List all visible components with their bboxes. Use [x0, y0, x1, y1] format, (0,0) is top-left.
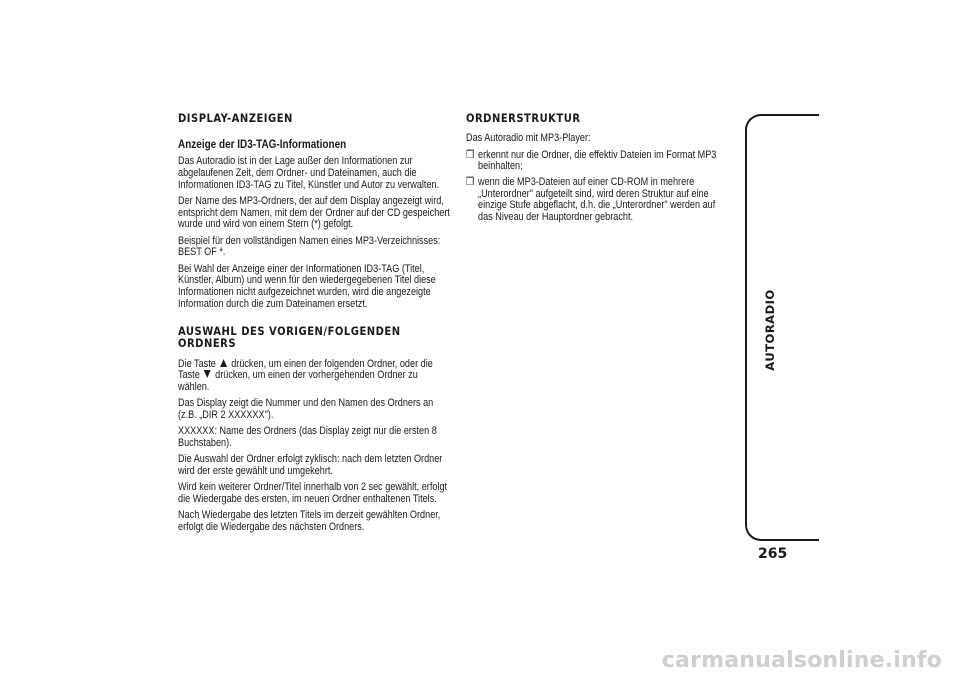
side-tab-frame — [745, 114, 819, 541]
list-item-text: erkennt nur die Ordner, die effektiv Dateien im Format MP3 beinhalten; — [478, 148, 717, 173]
paragraph: XXXXXX: Name des Ordners (das Display zeigt nur die ersten 8 Buchstaben). — [178, 425, 437, 449]
page-number: 265 — [758, 546, 788, 562]
watermark: carmanualsonline.info — [661, 648, 942, 673]
arrow-down-icon — [204, 370, 211, 378]
paragraph-intro: Das Autoradio mit MP3-Player: — [466, 132, 591, 145]
arrow-up-icon — [220, 359, 227, 367]
subheading-id3-tag: Anzeige der ID3-TAG-Informationen — [178, 138, 347, 152]
paragraph: Bei Wahl der Anzeige einer der Informationen ID3-TAG (Titel, Künstler, Album) und wenn für den wiedergegebenen Titel diese Informationen nicht aufgezeichnet wurden, wird die angezeigte Information durch die zum Dateinamen ersetzt. — [178, 262, 436, 310]
checkbox-bullet-icon: ❒ — [466, 176, 475, 189]
paragraph: Der Name des MP3-Ordners, der auf dem Display angezeigt wird, entspricht dem Namen, mit dem der Ordner auf der CD gespeichert wurde und wird von einem Stern (*) gefolgt. — [178, 195, 450, 231]
paragraph: Das Autoradio ist in der Lage außer den Informationen zur abgelaufenen Zeit, dem Ordner- und Dateinamen, auch die Informationen ID3-TAG zu Titel, Künstler und Autor zu verwalten. — [178, 155, 440, 191]
paragraph: Beispiel für den vollständigen Namen eines MP3-Verzeichnisses: BEST OF *. — [178, 234, 441, 259]
list-item — [466, 177, 724, 224]
paragraph-folder-keys — [178, 359, 451, 394]
list-item-text: wenn die MP3-Dateien auf einer CD-ROM in mehrere „Unterordner" aufgeteilt sind, wird deren Struktur auf eine einzige Stufe abgeflacht, d.h. die „Unterordner" werden auf das Niveau der Hauptordner gebracht. — [478, 176, 716, 224]
checkbox-bullet-icon: ❒ — [466, 148, 475, 161]
list-item — [466, 150, 724, 173]
paragraph: Nach Wiedergabe des letzten Titels im derzeit gewählten Ordner, erfolgt die Wiedergabe des nächsten Ordners. — [178, 508, 441, 533]
text-fragment: Die Taste — [178, 357, 216, 370]
section-heading-ordner-auswahl: AUSWAHL DES VORIGEN/FOLGENDEN ORDNERS — [178, 323, 401, 351]
section-heading-ordnerstruktur: ORDNERSTRUKTUR — [466, 111, 581, 125]
section-heading-display-anzeigen: DISPLAY-ANZEIGEN — [178, 111, 293, 125]
right-column — [466, 112, 724, 228]
text-fragment: drücken, um einen der folgenden Ordner, oder die Taste — [178, 357, 433, 382]
paragraph: Wird kein weiterer Ordner/Titel innerhalb von 2 sec gewählt, erfolgt die Wiedergabe des ersten, im neuen Ordner enthaltenen Titels. — [178, 480, 448, 505]
text-fragment: drücken, um einen der vorhergehenden Ordner zu wählen. — [178, 369, 418, 394]
paragraph: Die Auswahl der Ordner erfolgt zyklisch: nach dem letzten Ordner wird der erste gewählt und umgekehrt. — [178, 453, 443, 477]
left-column — [178, 112, 451, 538]
paragraph: Das Display zeigt die Nummer und den Namen des Ordners an (z.B. „DIR 2 XXXXXX"). — [178, 397, 434, 421]
side-tab-label: AUTORADIO — [763, 289, 777, 371]
